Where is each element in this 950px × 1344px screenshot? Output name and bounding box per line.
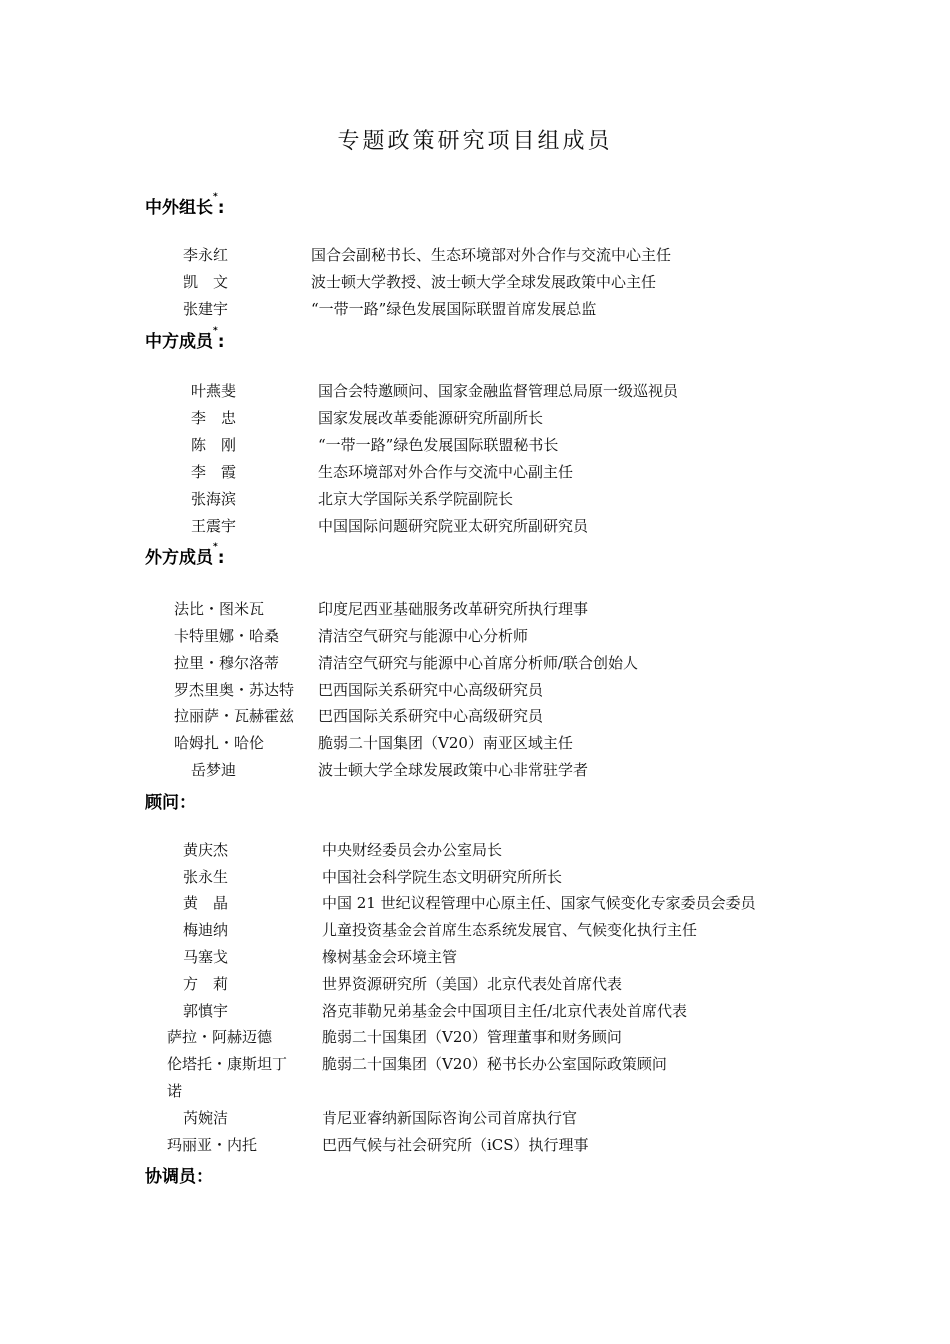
member-name: 伦塔托・康斯坦丁 — [167, 1055, 288, 1073]
member-row — [0, 1051, 950, 1078]
member-role: 儿童投资基金会首席生态系统发展官、气候变化执行主任 — [322, 921, 698, 939]
member-role: 脆弱二十国集团（V20）管理董事和财务顾问 — [322, 1028, 622, 1046]
member-row — [0, 971, 950, 998]
member-name: 叶燕斐 — [191, 382, 237, 400]
member-name: 玛丽亚・内托 — [167, 1136, 258, 1154]
member-row — [0, 378, 950, 405]
member-row — [0, 486, 950, 513]
document-title: 专题政策研究项目组成员 — [337, 129, 613, 154]
member-row — [0, 269, 950, 296]
member-row — [0, 432, 950, 459]
member-role: 中央财经委员会办公室局长 — [322, 841, 503, 859]
member-role: 肯尼亚睿纳新国际咨询公司首席执行官 — [322, 1109, 578, 1127]
member-name: 李 霞 — [191, 463, 237, 481]
member-name: 陈 刚 — [191, 436, 237, 454]
member-name: 岳梦迪 — [191, 761, 237, 779]
member-role: 印度尼西亚基础服务改革研究所执行理事 — [318, 600, 589, 618]
heading-colon: : — [217, 198, 225, 218]
member-row — [0, 405, 950, 432]
member-row — [0, 1024, 950, 1051]
member-name: 法比・图米瓦 — [174, 600, 265, 618]
member-name: 方 莉 — [183, 975, 229, 993]
member-name: 马塞戈 — [183, 948, 229, 966]
section-heading-text: 中外组长 — [145, 198, 213, 218]
member-name: 梅迪纳 — [183, 921, 229, 939]
member-role: 国合会特邀顾问、国家金融监督管理总局原一级巡视员 — [318, 382, 679, 400]
heading-colon: : — [217, 332, 225, 352]
member-name: 哈姆扎・哈伦 — [174, 734, 265, 752]
member-row — [0, 459, 950, 486]
member-role: “一带一路”绿色发展国际联盟首席发展总监 — [311, 300, 597, 318]
member-row — [0, 917, 950, 944]
member-name: 罗杰里奥・苏达特 — [174, 681, 295, 699]
member-name: 张永生 — [183, 868, 229, 886]
heading-colon: : — [217, 548, 225, 568]
member-row — [0, 242, 950, 269]
member-row — [0, 513, 950, 540]
member-row — [0, 890, 950, 917]
member-role: 巴西国际关系研究中心高级研究员 — [318, 681, 544, 699]
section-heading — [145, 543, 225, 568]
member-name: 郭慎宇 — [183, 1002, 229, 1020]
section-heading-text: 协调员 — [145, 1167, 196, 1187]
member-name: 黄 晶 — [183, 894, 229, 912]
section-heading — [145, 1162, 213, 1187]
member-role: 橡树基金会环境主管 — [322, 948, 458, 966]
member-name: 芮婉洁 — [183, 1109, 229, 1127]
asterisk-mark: * — [213, 542, 218, 552]
member-role: 中国 21 世纪议程管理中心原主任、国家气候变化专家委员会委员 — [322, 894, 756, 912]
asterisk-mark: * — [213, 192, 218, 202]
member-role: 国合会副秘书长、生态环境部对外合作与交流中心主任 — [311, 246, 672, 264]
member-name: 张建宇 — [183, 300, 229, 318]
section-heading — [145, 193, 225, 218]
member-name: 萨拉・阿赫迈德 — [167, 1028, 273, 1046]
member-name: 诺 — [167, 1082, 183, 1100]
member-name: 王震宇 — [191, 517, 237, 535]
member-role: 北京大学国际关系学院副院长 — [318, 490, 514, 508]
member-row — [0, 677, 950, 704]
member-row — [0, 596, 950, 623]
member-row — [0, 864, 950, 891]
member-role: 国家发展改革委能源研究所副所长 — [318, 409, 544, 427]
member-row — [0, 1078, 950, 1105]
section-heading-text: 外方成员 — [145, 548, 213, 568]
member-role: 脆弱二十国集团（V20）南亚区域主任 — [318, 734, 573, 752]
member-role: 生态环境部对外合作与交流中心副主任 — [318, 463, 574, 481]
member-role: 世界资源研究所（美国）北京代表处首席代表 — [322, 975, 623, 993]
section-heading-text: 顾问 — [145, 793, 179, 813]
heading-colon: ： — [196, 1167, 213, 1187]
member-role: 清洁空气研究与能源中心首席分析师/联合创始人 — [318, 654, 639, 672]
member-name: 凯 文 — [183, 273, 229, 291]
member-row — [0, 944, 950, 971]
member-role: 清洁空气研究与能源中心分析师 — [318, 627, 529, 645]
member-name: 李 忠 — [191, 409, 237, 427]
member-row — [0, 1105, 950, 1132]
member-row — [0, 730, 950, 757]
section-heading — [145, 788, 196, 813]
member-name: 拉丽萨・瓦赫霍兹 — [174, 707, 295, 725]
member-role: 中国社会科学院生态文明研究所所长 — [322, 868, 563, 886]
member-role: 波士顿大学教授、波士顿大学全球发展政策中心主任 — [311, 273, 657, 291]
member-name: 卡特里娜・哈桑 — [174, 627, 280, 645]
member-row — [0, 650, 950, 677]
member-row — [0, 1132, 950, 1159]
member-role: “一带一路”绿色发展国际联盟秘书长 — [318, 436, 559, 454]
member-name: 李永红 — [183, 246, 229, 264]
member-row — [0, 998, 950, 1025]
member-role: 巴西国际关系研究中心高级研究员 — [318, 707, 544, 725]
member-role: 洛克菲勒兄弟基金会中国项目主任/北京代表处首席代表 — [322, 1002, 688, 1020]
member-row — [0, 296, 950, 323]
member-row — [0, 757, 950, 784]
asterisk-mark: * — [213, 326, 218, 336]
member-name: 张海滨 — [191, 490, 237, 508]
member-role: 脆弱二十国集团（V20）秘书长办公室国际政策顾问 — [322, 1055, 667, 1073]
member-name: 黄庆杰 — [183, 841, 229, 859]
member-name: 拉里・穆尔洛蒂 — [174, 654, 280, 672]
member-role: 中国国际问题研究院亚太研究所副研究员 — [318, 517, 589, 535]
section-heading — [145, 327, 225, 352]
member-role: 波士顿大学全球发展政策中心非常驻学者 — [318, 761, 589, 779]
member-row — [0, 837, 950, 864]
member-row — [0, 703, 950, 730]
member-row — [0, 623, 950, 650]
heading-colon: ： — [179, 793, 196, 813]
section-heading-text: 中方成员 — [145, 332, 213, 352]
member-role: 巴西气候与社会研究所（iCS）执行理事 — [322, 1136, 589, 1154]
